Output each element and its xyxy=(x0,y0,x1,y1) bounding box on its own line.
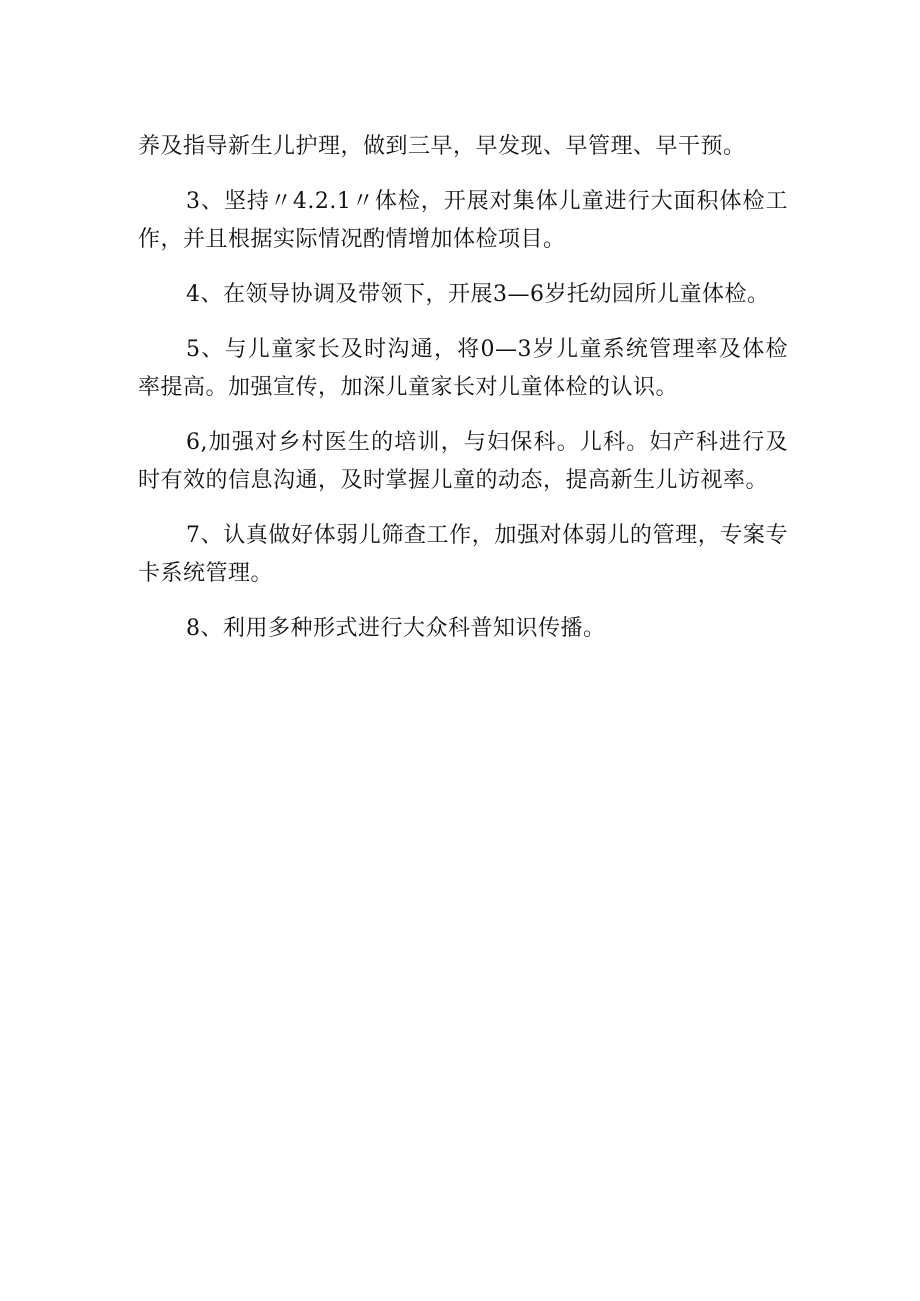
paragraph-item-6: 6,加强对乡村医生的培训，与妇保科。儿科。妇产科进行及时有效的信息沟通，及时掌握儿童的动态，提高新生儿访视率。 xyxy=(138,430,788,493)
paragraph-item-8: 8、利用多种形式进行大众科普知识传播。 xyxy=(186,616,606,641)
paragraph-continuation: 养及指导新生儿护理，做到三早，早发现、早管理、早干预。 xyxy=(138,134,746,159)
paragraph-item-4: 4、在领导协调及带领下，开展3—6岁托幼园所儿童体检。 xyxy=(186,282,770,307)
paragraph-item-5: 5、与儿童家长及时沟通，将0—3岁儿童系统管理率及体检率提高。加强宣传，加深儿童家长对儿童体检的认识。 xyxy=(138,337,788,400)
paragraph-item-7: 7、认真做好体弱儿筛查工作，加强对体弱儿的管理，专案专卡系统管理。 xyxy=(138,523,788,586)
paragraph-item-3: 3、坚持〃4.2.1〃体检，开展对集体儿童进行大面积体检工作，并且根据实际情况酌情增加体检项目。 xyxy=(138,189,788,252)
document-body xyxy=(138,128,788,665)
